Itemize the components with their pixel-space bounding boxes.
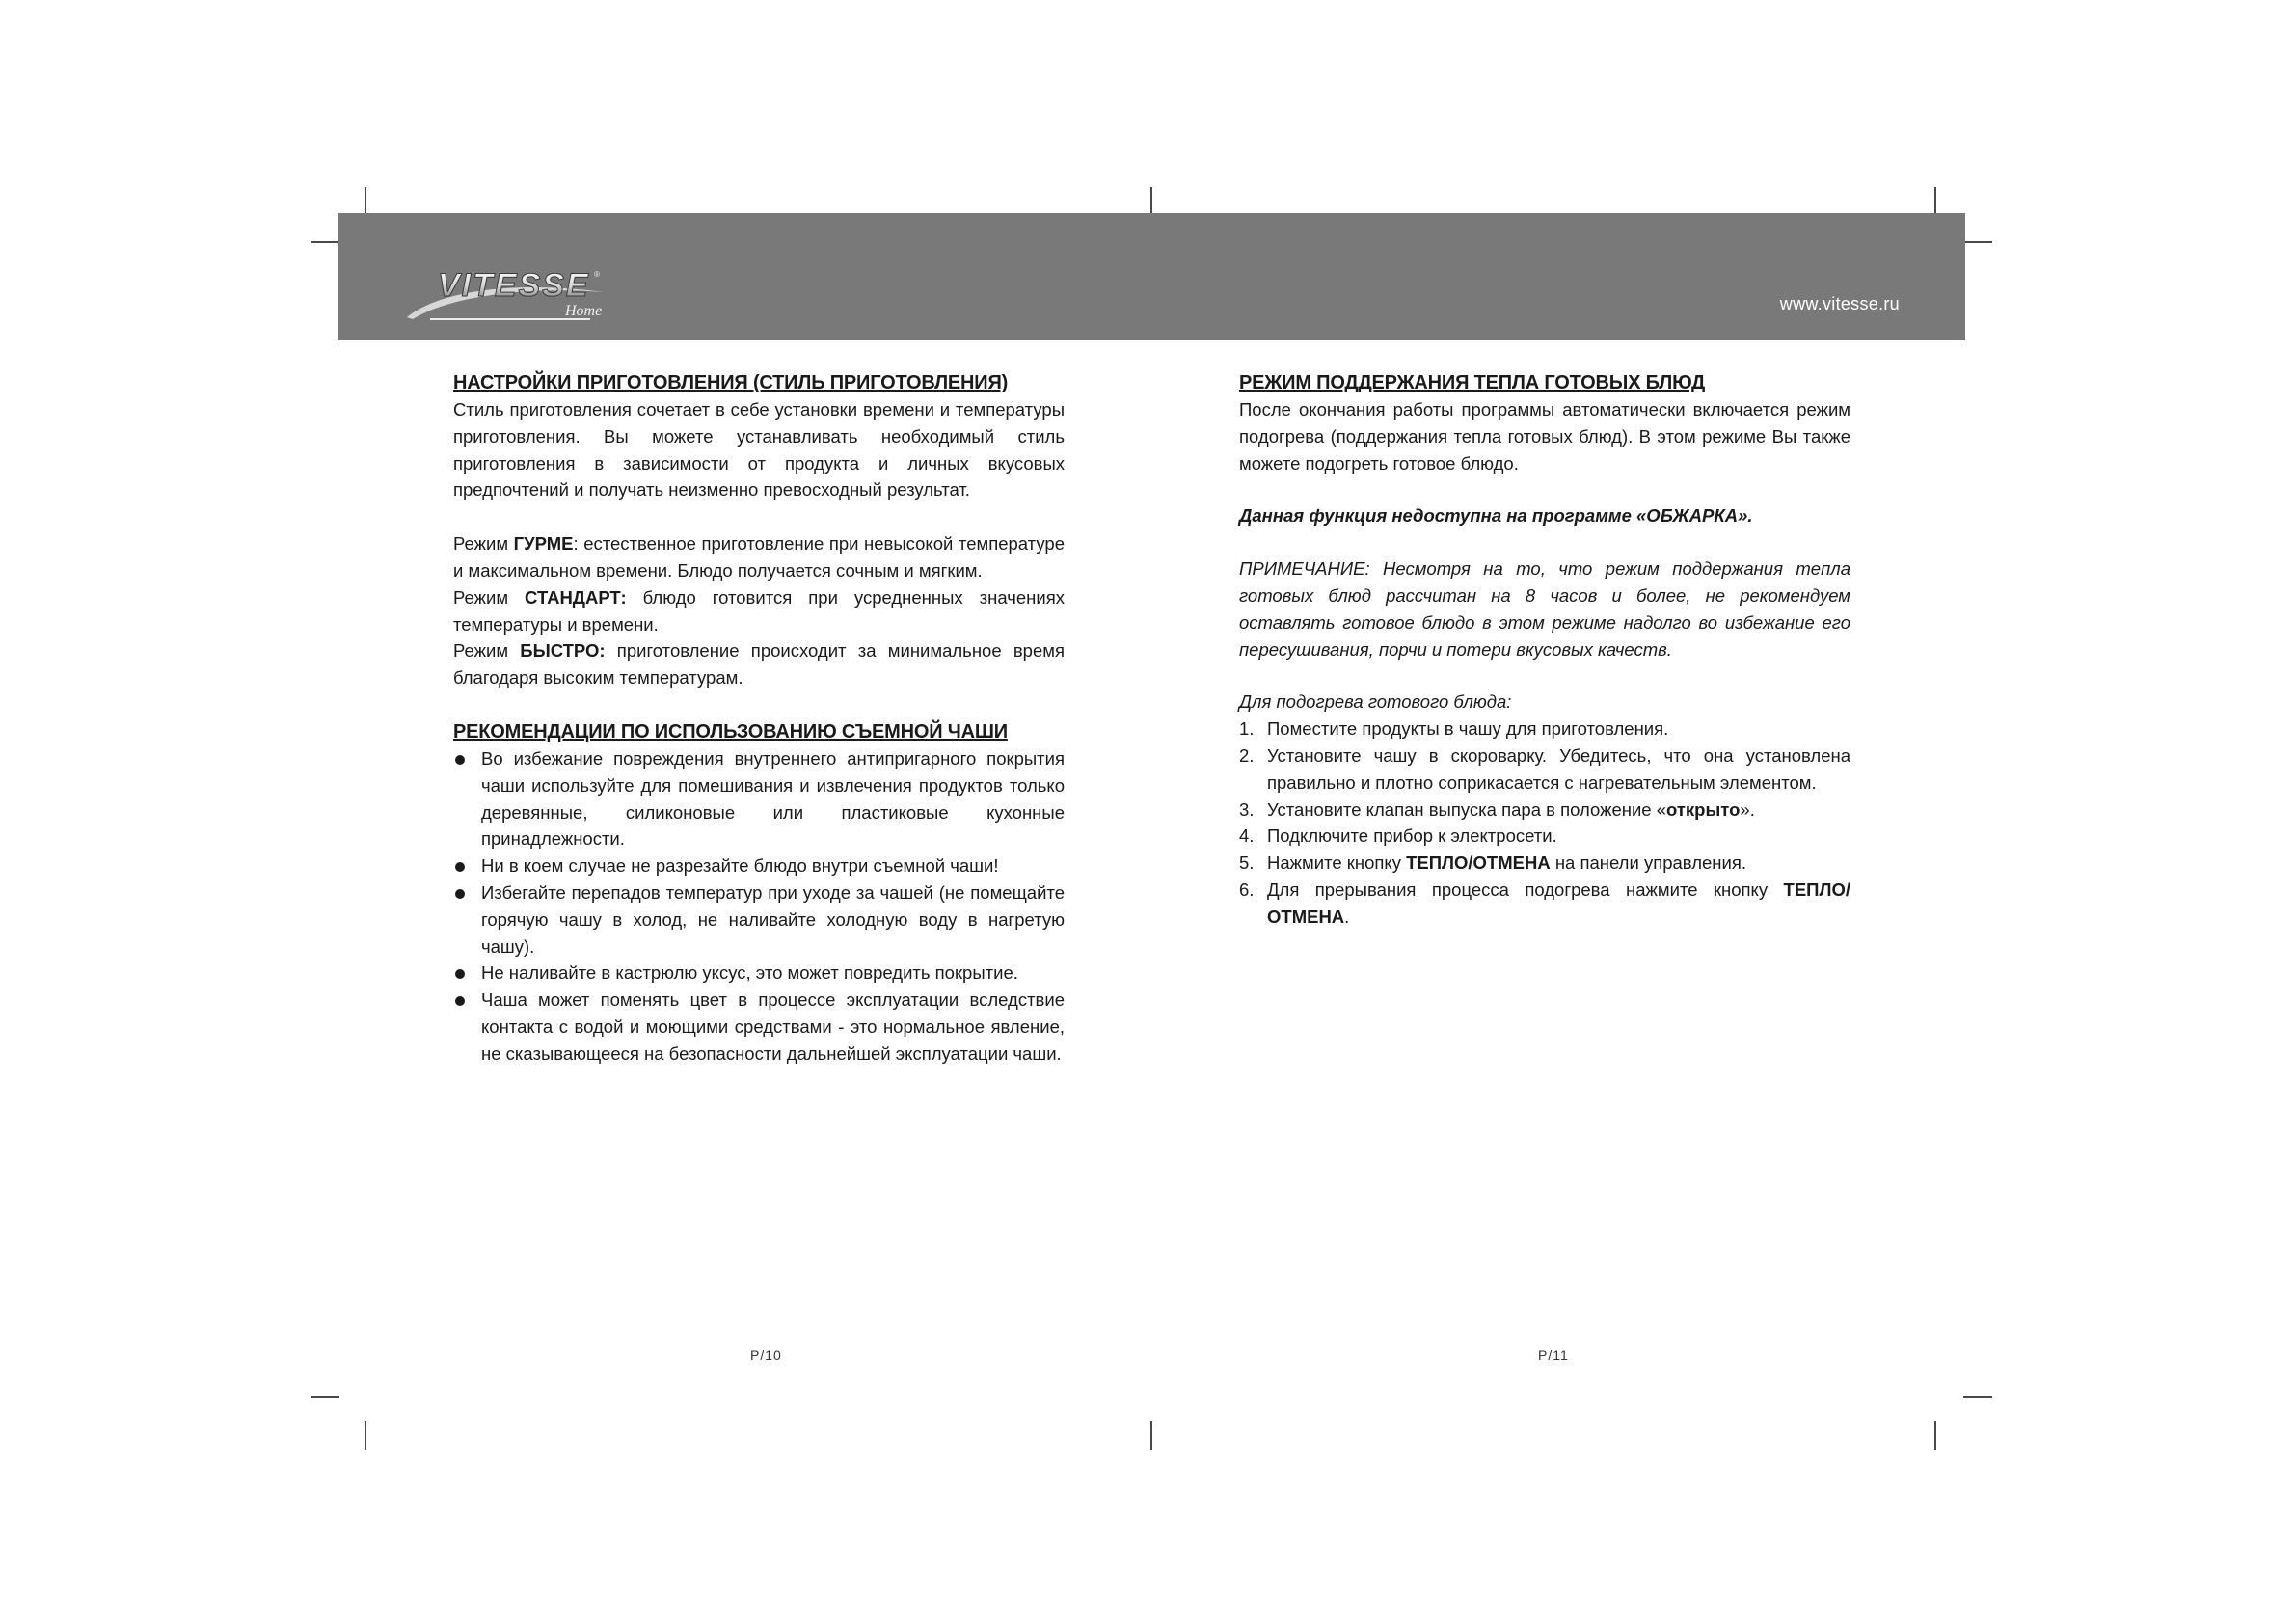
list-item: 6. Для прерывания процесса подогрева нажмите кнопку ТЕПЛО/ОТМЕНА. xyxy=(1239,879,1850,927)
mode-name: БЫСТРО: xyxy=(520,640,606,662)
unavailable-notice: Данная функция недоступна на программе «ОБЖАРКА». xyxy=(1239,505,1753,527)
list-item: Чаша может поменять цвет в процессе эксплуатации вследствие контакта с водой и моющими средствами - это нормальное явление, не сказывающееся на безопасности дальнейшей эксплуатации чаши. xyxy=(453,987,1065,1067)
section-title-bowl-recommendations: РЕКОМЕНДАЦИИ ПО ИСПОЛЬЗОВАНИЮ СЪЕМНОЙ ЧАШИ xyxy=(453,720,1008,743)
left-page xyxy=(453,369,1065,1068)
header-bar xyxy=(338,213,1965,340)
crop-mark xyxy=(1150,1421,1152,1450)
crop-mark xyxy=(365,1421,366,1450)
bullet-icon xyxy=(455,862,465,872)
section-title-keep-warm: РЕЖИМ ПОДДЕРЖАНИЯ ТЕПЛА ГОТОВЫХ БЛЮД xyxy=(1239,372,1706,393)
list-item: 4. Подключите прибор к электросети. xyxy=(1239,826,1557,847)
svg-text:Home: Home xyxy=(565,303,603,319)
bullet-icon xyxy=(455,969,465,979)
crop-mark xyxy=(1963,1396,1992,1398)
list-item: Избегайте перепадов температур при уходе за чашей (не помещайте горячую чашу в холод, не наливайте холодную воду в нагретую чашу). xyxy=(453,880,1065,960)
crop-mark xyxy=(1150,187,1152,216)
list-item: 1. Поместите продукты в чашу для приготовления. xyxy=(1239,718,1669,740)
crop-mark xyxy=(365,187,366,216)
note-paragraph: ПРИМЕЧАНИЕ: Несмотря на то, что режим поддержания тепла готовых блюд рассчитан на 8 часов и более, не рекомендуем оставлять готовое блюдо в этом режиме надолго во избежание его пересушивания, порчи и потери вкусовых качеств. xyxy=(1239,558,1850,660)
page-number-right: P/11 xyxy=(1538,1347,1569,1363)
list-item: Во избежание повреждения внутреннего антипригарного покрытия чаши используйте для помешивания и извлечения продуктов только деревянные, силиконовые или пластиковые кухонные принадлежности. xyxy=(453,745,1065,853)
bowl-recommendations-list xyxy=(453,745,1065,1068)
bullet-icon xyxy=(455,889,465,899)
reheat-steps-list xyxy=(1239,716,1850,930)
list-item: Ни в коем случае не разрезайте блюдо внутри съемной чаши! xyxy=(453,853,1065,880)
crop-mark xyxy=(311,1396,339,1398)
svg-text:®: ® xyxy=(594,270,600,279)
crop-mark xyxy=(311,241,339,243)
list-item: 2. Установите чашу в скороварку. Убедитесь, что она установлена правильно и плотно соприкасается с нагревательным элементом. xyxy=(1239,744,1850,793)
right-page xyxy=(1239,369,1850,931)
crop-mark xyxy=(1934,1421,1936,1450)
list-item: Не наливайте в кастрюлю уксус, это может повредить покрытие. xyxy=(453,960,1065,987)
mode-name: ГУРМЕ xyxy=(513,533,574,555)
paragraph-cooking-style: Стиль приготовления сочетает в себе установки времени и температуры приготовления. Вы можете устанавливать необходимый стиль приготовления в зависимости от продукта и личных вкусовых предпочтений и получать неизменно превосходный результат. xyxy=(453,399,1065,501)
brand-logo xyxy=(401,261,642,329)
bullet-icon xyxy=(455,755,465,765)
paragraph-keep-warm: После окончания работы программы автоматически включается режим подогрева (поддержания тепла готовых блюд). В этом режиме Вы также можете подогреть готовое блюдо. xyxy=(1239,399,1850,474)
steps-label: Для подогрева готового блюда: xyxy=(1239,691,1512,713)
mode-standard: Режим СТАНДАРТ: блюдо готовится при усредненных значениях температуры и времени. xyxy=(453,586,1065,635)
svg-text:VITESSE: VITESSE xyxy=(438,267,590,304)
page-number-left: P/10 xyxy=(750,1347,782,1363)
mode-name: СТАНДАРТ: xyxy=(525,586,627,608)
list-item: 5. Нажмите кнопку ТЕПЛО/ОТМЕНА на панели управления. xyxy=(1239,853,1746,874)
bullet-icon xyxy=(455,996,465,1006)
site-url: www.vitesse.ru xyxy=(1779,294,1900,313)
section-title-cooking-style: НАСТРОЙКИ ПРИГОТОВЛЕНИЯ (СТИЛЬ ПРИГОТОВЛЕНИЯ) xyxy=(453,372,1009,393)
crop-mark xyxy=(1934,187,1936,216)
crop-mark xyxy=(1963,241,1992,243)
list-item: 3. Установите клапан выпуска пара в положение «открыто». xyxy=(1239,798,1755,820)
mode-gourmet: Режим ГУРМЕ: естественное приготовление при невысокой температуре и максимальном времени. Блюдо получается сочным и мягким. xyxy=(453,533,1065,581)
mode-fast: Режим БЫСТРО: приготовление происходит за минимальное время благодаря высоким температурам. xyxy=(453,640,1065,689)
